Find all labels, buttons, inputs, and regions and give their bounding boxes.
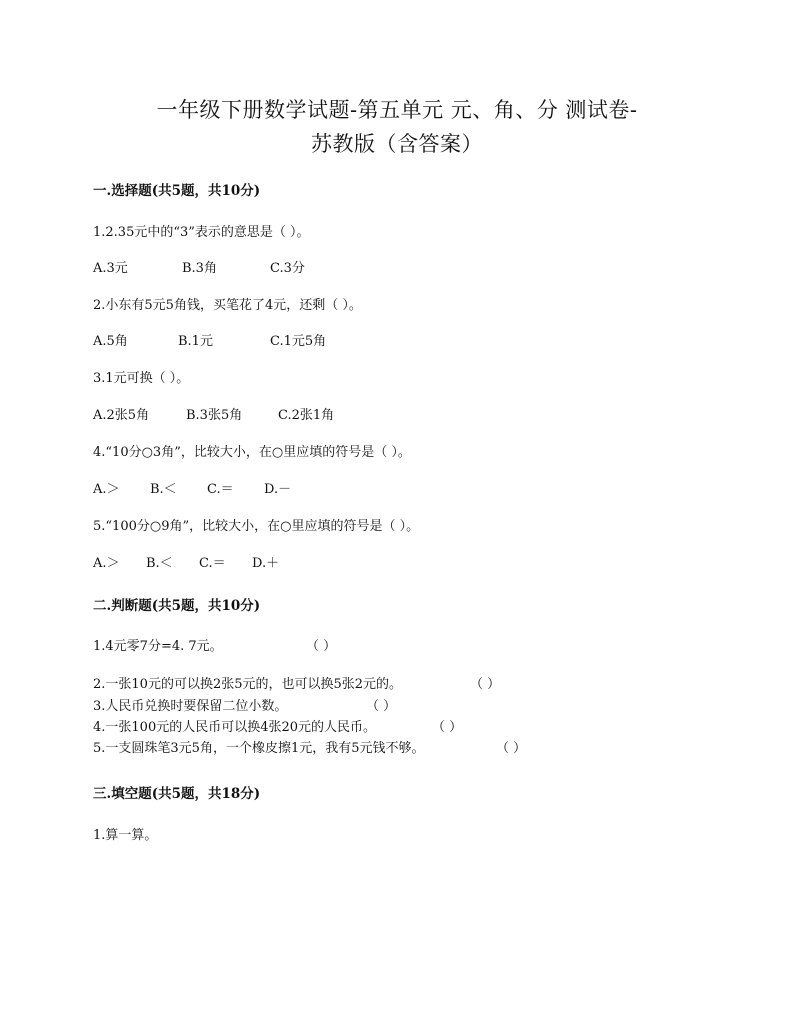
question-judgment-3: 3.人民币兑换时要保留二位小数。	[93, 699, 288, 714]
option-b: B.1元	[178, 334, 213, 349]
option-a: A.2张5角	[93, 408, 150, 423]
section-heading-fill: 三.填空题(共5题，共18分)	[93, 786, 261, 802]
option-d: D.－	[264, 482, 292, 497]
option-c: C.2张1角	[278, 408, 335, 423]
answer-parentheses: （ ）	[432, 720, 463, 735]
option-c: C.3分	[270, 261, 305, 276]
option-d: D.＋	[252, 556, 280, 571]
option-a: A.5角	[93, 334, 128, 349]
option-b: B.3角	[182, 261, 217, 276]
question-judgment-5: 5.一支圆珠笔3元5角，一个橡皮擦1元，我有5元钱不够。	[93, 741, 425, 756]
document-title-line-2: 苏教版（含答案）	[311, 132, 483, 156]
option-a: A.＞	[93, 482, 120, 497]
option-a: A.＞	[93, 556, 120, 571]
option-b: B.＜	[146, 556, 173, 571]
section-heading-judgment: 二.判断题(共5题，共10分)	[93, 598, 261, 614]
section-heading-choice: 一.选择题(共5题，共10分)	[93, 183, 261, 199]
option-b: B.＜	[150, 482, 177, 497]
option-a: A.3元	[93, 261, 128, 276]
question-choice-2: 2.小东有5元5角钱，买笔花了4元，还剩（ ）。	[93, 298, 362, 313]
question-judgment-1: 1.4元零7分=4. 7元。	[93, 639, 223, 654]
question-choice-5: 5.“100分○9角”，比较大小，在○里应填的符号是（ ）。	[93, 519, 420, 534]
question-judgment-4: 4.一张100元的人民币可以换4张20元的人民币。	[93, 720, 377, 735]
option-c: C.1元5角	[270, 334, 327, 349]
option-b: B.3张5角	[186, 408, 243, 423]
question-choice-4: 4.“10分○3角”，比较大小，在○里应填的符号是（ ）。	[93, 445, 411, 460]
option-c: C.＝	[199, 556, 226, 571]
question-judgment-2: 2.一张10元的可以换2张5元的，也可以换5张2元的。	[93, 677, 403, 692]
answer-parentheses: （ ）	[470, 677, 501, 692]
question-choice-3: 3.1元可换（ ）。	[93, 371, 190, 386]
question-choice-1: 1.2.35元中的“3”表示的意思是（ ）。	[93, 225, 310, 240]
answer-parentheses: （ ）	[306, 639, 337, 654]
answer-parentheses: （ ）	[496, 741, 527, 756]
answer-parentheses: （ ）	[366, 699, 397, 714]
question-fill-1: 1.算一算。	[93, 828, 158, 843]
option-c: C.＝	[207, 482, 234, 497]
document-title-line-1: 一年级下册数学试题-第五单元 元、角、分 测试卷-	[156, 98, 638, 122]
